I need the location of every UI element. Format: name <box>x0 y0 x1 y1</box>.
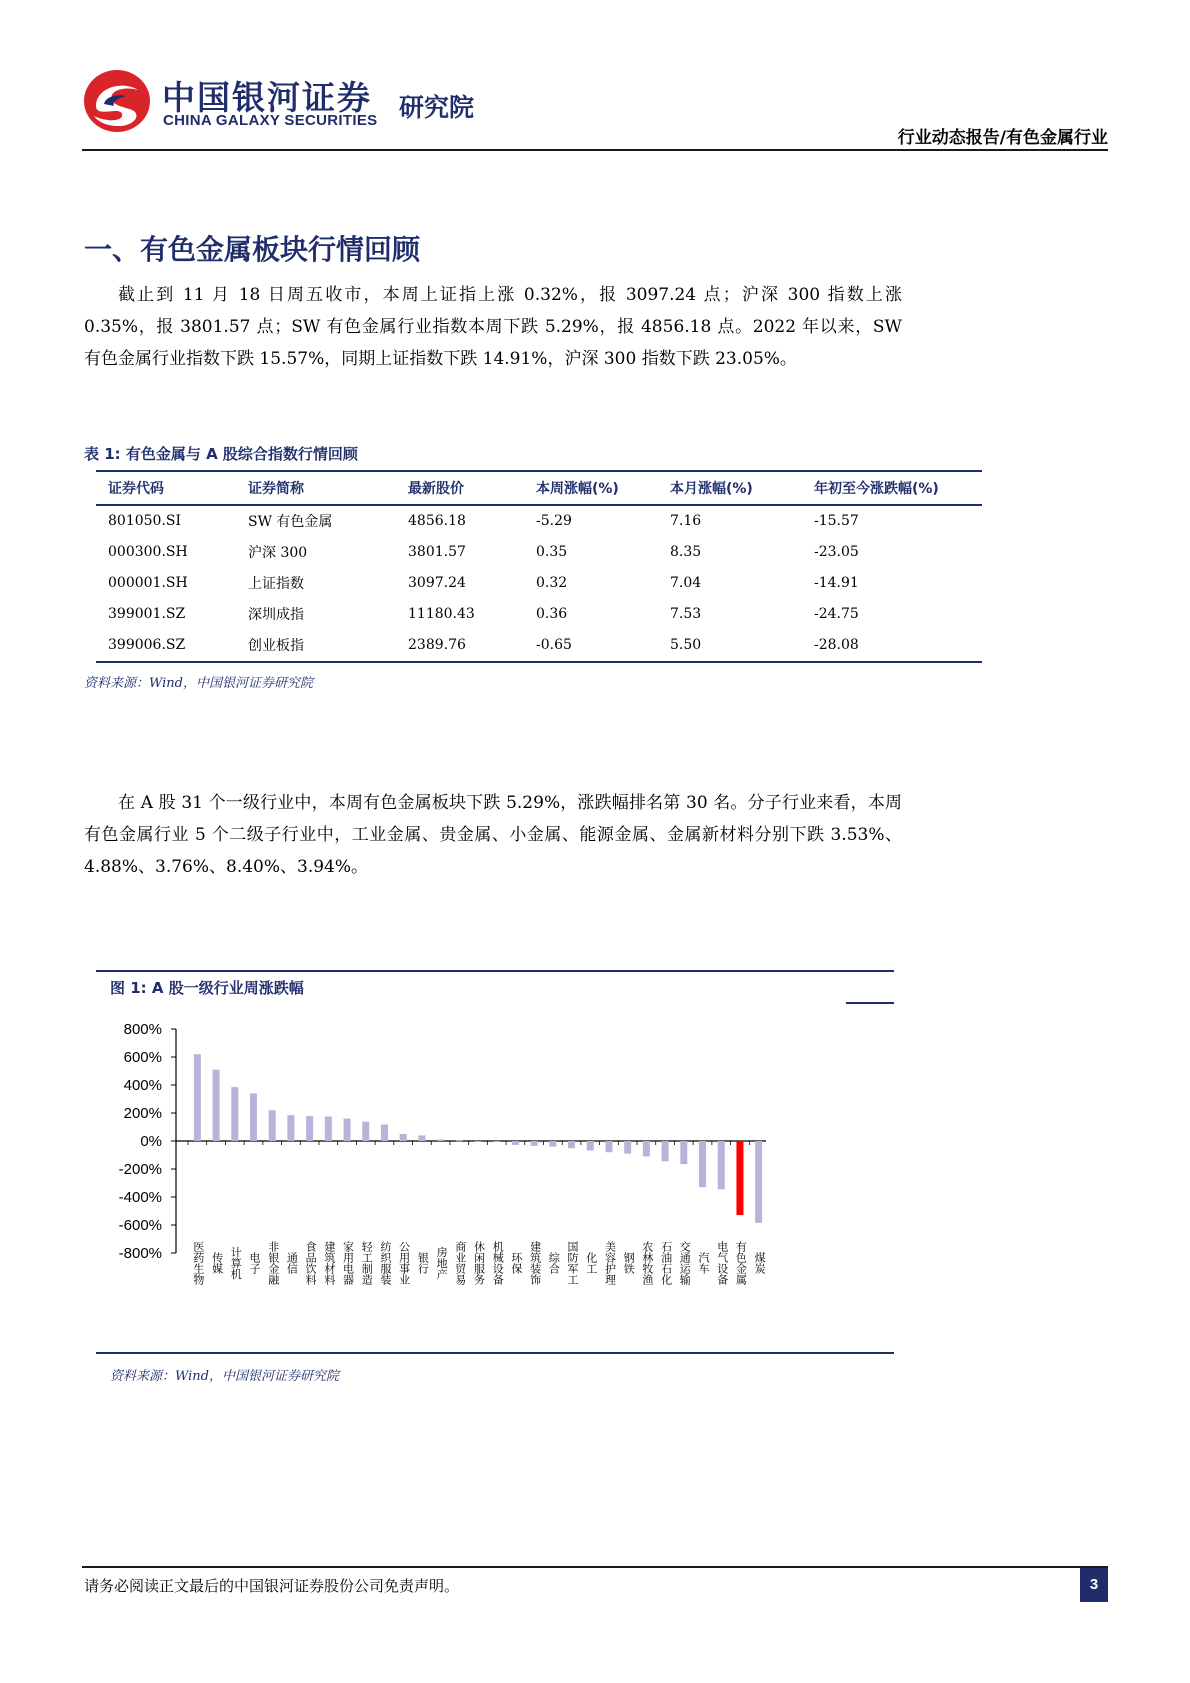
x-category-label: 机械设备 <box>491 1241 505 1285</box>
cell: 创业板指 <box>248 638 304 654</box>
x-category-label: 综合 <box>547 1252 561 1274</box>
cell: -5.29 <box>536 513 572 529</box>
x-category-label: 传媒 <box>210 1252 224 1274</box>
y-tick-label: -200% <box>118 1161 162 1178</box>
x-category-label: 石油石化 <box>659 1241 673 1285</box>
cell: -14.91 <box>814 575 859 591</box>
x-category-label: 环保 <box>509 1252 523 1274</box>
x-category-label: 农林牧渔 <box>640 1241 654 1285</box>
footer-disclaimer: 请务必阅读正文最后的中国银河证券股份公司免责声明。 <box>84 1577 460 1595</box>
bar <box>587 1141 594 1151</box>
bar <box>699 1141 706 1187</box>
table-header-row <box>96 472 982 504</box>
cell: 7.04 <box>670 575 702 591</box>
table-bottom-rule <box>96 661 982 663</box>
table-title: 表 1: 有色金属与 A 股综合指数行情回顾 <box>84 445 358 463</box>
x-category-label: 房地产 <box>435 1246 449 1280</box>
bar <box>344 1119 351 1141</box>
bar <box>736 1141 743 1215</box>
cell: 0.35 <box>536 544 568 560</box>
bar <box>755 1141 762 1223</box>
x-category-label: 休闲服务 <box>472 1241 486 1285</box>
cell: -15.57 <box>814 513 859 529</box>
x-category-label: 纺织服装 <box>378 1241 392 1285</box>
bar <box>418 1135 425 1141</box>
x-category-label: 商业贸易 <box>453 1241 467 1285</box>
x-category-label: 电气设备 <box>715 1241 729 1285</box>
brand-institute: 研究院 <box>399 93 475 122</box>
x-category-label: 家用电器 <box>341 1241 355 1285</box>
brand-name-en: CHINA GALAXY SECURITIES <box>163 112 378 129</box>
x-category-label: 银行 <box>416 1252 430 1274</box>
cell: 上证指数 <box>248 576 304 592</box>
bar <box>568 1141 575 1148</box>
y-tick-label: -600% <box>118 1217 162 1234</box>
x-category-label: 电子 <box>247 1252 261 1274</box>
cell: -0.65 <box>536 637 572 653</box>
bar <box>605 1141 612 1152</box>
industry-weekly-change-chart <box>96 1005 886 1350</box>
cell: -24.75 <box>814 606 859 622</box>
bar <box>362 1122 369 1141</box>
x-category-label: 化工 <box>584 1252 598 1274</box>
bar <box>213 1070 220 1141</box>
x-category-label: 煤炭 <box>753 1252 767 1274</box>
index-review-table <box>96 470 982 663</box>
bar <box>400 1134 407 1141</box>
cell: 5.50 <box>670 637 702 653</box>
section-title: 一、有色金属板块行情回顾 <box>84 233 421 266</box>
cell: SW 有色金属 <box>248 514 333 530</box>
col-header-price: 最新股价 <box>408 481 464 497</box>
bar <box>680 1141 687 1164</box>
figure-title-rule <box>846 1002 894 1004</box>
cell: 0.32 <box>536 575 568 591</box>
cell: 399001.SZ <box>108 606 186 622</box>
cell: 801050.SI <box>108 513 182 529</box>
header-divider <box>82 149 1108 151</box>
cell: 11180.43 <box>408 606 475 622</box>
cell: 8.35 <box>670 544 702 560</box>
footer-divider <box>82 1566 1108 1568</box>
table-row <box>96 537 982 568</box>
table-row <box>96 506 982 537</box>
cell: -23.05 <box>814 544 859 560</box>
cell: 7.16 <box>670 513 702 529</box>
industry-ranking-paragraph: 在 A 股 31 个一级行业中，本周有色金属板块下跌 5.29%，涨跌幅排名第 30 名。分子行业来看，本周有色金属行业 5 个二级子行业中，工业金属、贵金属、小金属、能源金属、金属新材料分别下跌 3.53%、4.88%、3.76%、8.40%、3.94%。 <box>84 793 902 877</box>
figure-title: 图 1: A 股一级行业周涨跌幅 <box>110 979 304 997</box>
bar <box>381 1124 388 1141</box>
y-tick-label: -800% <box>118 1245 162 1262</box>
x-category-label: 计算机 <box>229 1246 243 1280</box>
figure-bottom-rule <box>96 1352 894 1354</box>
bar <box>475 1141 482 1142</box>
y-tick-label: 400% <box>123 1077 162 1094</box>
report-type: 行业动态报告/有色金属行业 <box>897 128 1108 148</box>
cell: 3801.57 <box>408 544 466 560</box>
x-category-label: 有色金属 <box>734 1241 748 1285</box>
col-header-name: 证券简称 <box>248 481 304 497</box>
bar <box>512 1141 519 1145</box>
x-category-label: 食品饮料 <box>304 1241 318 1285</box>
x-category-label: 国防军工 <box>566 1241 580 1285</box>
y-tick-label: 0% <box>140 1133 162 1150</box>
cell: -28.08 <box>814 637 859 653</box>
x-category-label: 非银金融 <box>266 1241 280 1285</box>
cell: 000001.SH <box>108 575 188 591</box>
cell: 399006.SZ <box>108 637 186 653</box>
bar <box>493 1141 500 1142</box>
bar <box>624 1141 631 1154</box>
bar <box>194 1054 201 1141</box>
x-category-label: 美容护理 <box>603 1241 617 1285</box>
x-category-label: 建筑材料 <box>322 1241 336 1285</box>
x-category-label: 汽车 <box>697 1252 711 1274</box>
cell: 4856.18 <box>408 513 466 529</box>
y-tick-label: 800% <box>123 1021 162 1038</box>
col-header-week: 本周涨幅(%) <box>536 481 619 497</box>
cell: 沪深 300 <box>248 545 308 561</box>
cell: 000300.SH <box>108 544 188 560</box>
bar <box>718 1141 725 1189</box>
figure-source: 资料来源：Wind，中国银河证券研究院 <box>110 1369 339 1384</box>
bar <box>662 1141 669 1161</box>
cell: 0.36 <box>536 606 568 622</box>
bar <box>250 1093 257 1141</box>
bar <box>287 1115 294 1141</box>
bar <box>269 1110 276 1141</box>
x-category-label: 通信 <box>285 1252 299 1274</box>
cell: 2389.76 <box>408 637 466 653</box>
x-category-label: 交通运输 <box>678 1241 692 1285</box>
table-row <box>96 599 982 630</box>
cell: 7.53 <box>670 606 702 622</box>
figure-top-rule <box>96 970 894 972</box>
page-number: 3 <box>1080 1568 1108 1602</box>
y-tick-label: 200% <box>123 1105 162 1122</box>
bar <box>456 1141 463 1142</box>
bar <box>437 1140 444 1141</box>
x-category-label: 公用事业 <box>397 1241 411 1285</box>
col-header-ytd: 年初至今涨跌幅(%) <box>814 481 939 497</box>
cell: 3097.24 <box>408 575 466 591</box>
bar <box>549 1141 556 1147</box>
col-header-month: 本月涨幅(%) <box>670 481 753 497</box>
galaxy-logo-icon <box>82 66 152 136</box>
bar <box>643 1141 650 1156</box>
bar <box>231 1087 238 1141</box>
market-summary-paragraph: 截止到 11 月 18 日周五收市，本周上证指上涨 0.32%，报 3097.24 点；沪深 300 指数上涨 0.35%，报 3801.57 点；SW 有色金属行业指数本周下跌 5.29%，报 4856.18 点。2022 年以来，SW 有色金属行业指数下跌 15.57%，同期上证指数下跌 14.91%，沪深 300 指数下跌 23.05%。 <box>84 285 902 369</box>
x-category-label: 建筑装饰 <box>528 1241 542 1285</box>
cell: 深圳成指 <box>248 607 304 623</box>
table-row <box>96 568 982 599</box>
x-category-label: 轻工制造 <box>360 1241 374 1285</box>
table-source: 资料来源：Wind，中国银河证券研究院 <box>84 676 313 691</box>
bar <box>325 1117 332 1142</box>
bar <box>306 1116 313 1141</box>
x-category-label: 医药生物 <box>191 1241 205 1285</box>
bar <box>531 1141 538 1146</box>
y-tick-label: -400% <box>118 1189 162 1206</box>
brand-name-cn: 中国银河证券 <box>162 78 372 117</box>
x-category-label: 钢铁 <box>622 1252 636 1274</box>
table-row <box>96 630 982 661</box>
col-header-code: 证券代码 <box>108 481 164 497</box>
y-tick-label: 600% <box>123 1049 162 1066</box>
